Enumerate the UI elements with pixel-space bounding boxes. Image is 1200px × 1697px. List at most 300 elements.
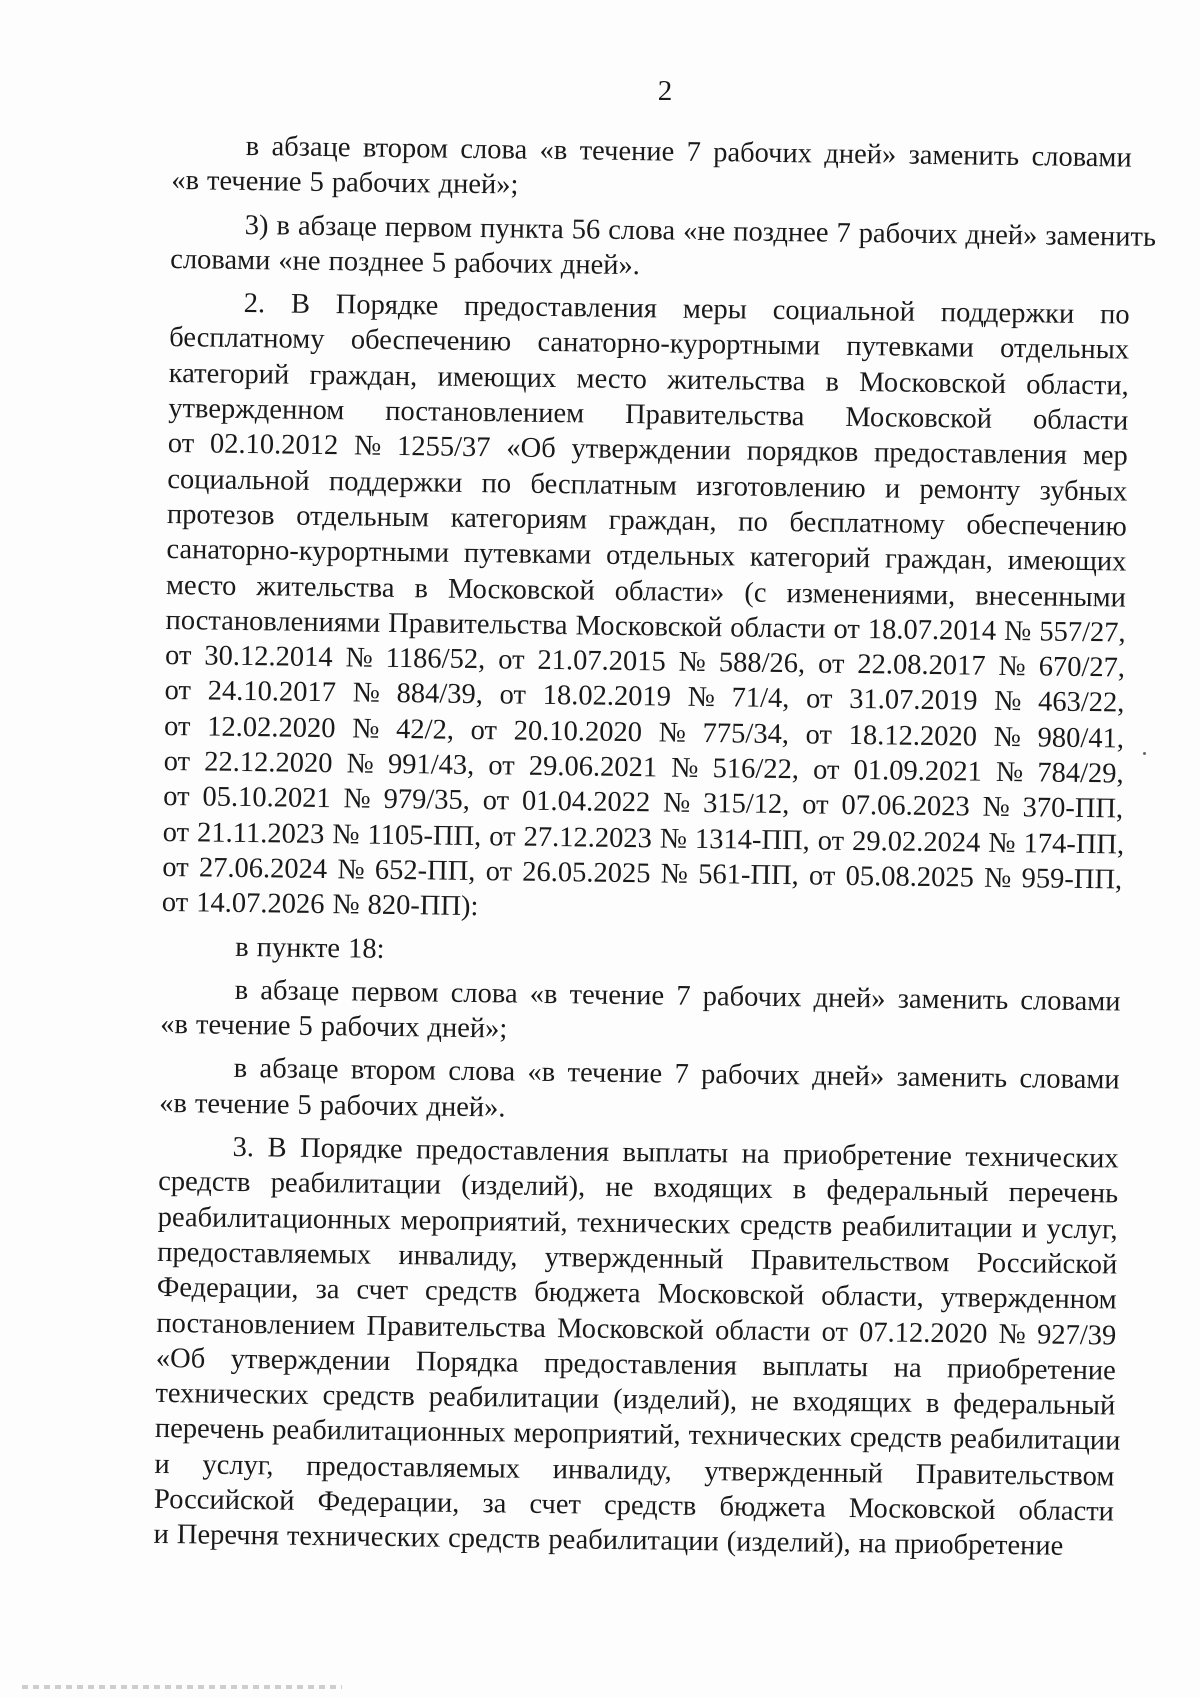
word: Порядке	[335, 289, 439, 322]
word: заменить	[896, 1061, 1008, 1095]
word: Московской	[447, 573, 595, 607]
word: 1105-ПП,	[367, 819, 482, 852]
word: первом	[384, 211, 473, 244]
word: граждан,	[884, 543, 994, 577]
word: «в	[527, 1057, 556, 1089]
word: 71/4,	[731, 682, 790, 715]
word: (изделий),	[726, 1526, 851, 1560]
word: №	[337, 854, 365, 886]
word: 07.06.2023	[841, 790, 970, 823]
word: 18:	[347, 932, 385, 965]
word: категорий	[168, 357, 290, 391]
word: 24.10.2017	[207, 675, 337, 709]
word: 979/35,	[383, 784, 471, 817]
word: реабилитации	[270, 1167, 442, 1201]
word: средств	[447, 1523, 541, 1556]
word: течение	[569, 979, 665, 1012]
word: словами	[1019, 1063, 1120, 1096]
word: отдельных	[999, 333, 1130, 367]
word: первом	[351, 976, 439, 1009]
word: №	[993, 721, 1022, 753]
word: №	[662, 787, 691, 820]
word: от	[833, 613, 861, 645]
word: 14.07.2026	[195, 887, 325, 921]
word: не	[605, 1172, 634, 1204]
word: постановлением	[384, 395, 585, 430]
word: области	[730, 612, 826, 645]
word: реабилитации	[841, 1210, 1013, 1244]
word: постановлениями	[165, 604, 381, 639]
word: 22.12.2020	[204, 746, 333, 780]
word: 959-ПП,	[1021, 863, 1123, 896]
word: граждан,	[608, 504, 717, 538]
word: 561-ПП,	[698, 858, 799, 892]
word: санаторно-курортными	[537, 327, 821, 362]
word: имеющих	[437, 361, 557, 394]
word: области»	[614, 575, 725, 608]
word: по	[1099, 299, 1130, 331]
word: Правительством	[750, 1244, 950, 1279]
word: №	[352, 713, 380, 745]
word: 670/27,	[1038, 651, 1126, 684]
paragraph	[159, 1050, 1120, 1133]
word: социальной	[772, 295, 916, 328]
word: бюджета	[534, 1277, 641, 1310]
word: №	[988, 827, 1016, 859]
word: №	[983, 862, 1012, 894]
word: «Об	[506, 432, 556, 465]
word: от	[482, 785, 510, 817]
word: по	[738, 506, 769, 538]
word: услуг,	[1046, 1213, 1118, 1246]
word: «в	[539, 134, 568, 167]
word: реабилитационных	[157, 1201, 392, 1236]
scan-footer-artifact	[22, 1685, 342, 1689]
word: жительства	[666, 364, 806, 398]
word: средств	[322, 1380, 416, 1413]
word: предоставления	[415, 1134, 610, 1168]
word: №	[346, 748, 375, 780]
word: №	[993, 686, 1022, 718]
word: 588/26,	[718, 647, 806, 680]
word: «в	[160, 1009, 189, 1041]
word: 7	[836, 217, 851, 249]
word: меры	[682, 293, 748, 326]
word: течение	[579, 135, 675, 168]
word: средств	[603, 1489, 697, 1522]
word: слова	[448, 1056, 516, 1088]
word: абзаце	[260, 975, 340, 1008]
word: от	[817, 648, 845, 681]
word: течение	[195, 1009, 291, 1042]
word: 1186/52,	[385, 643, 486, 676]
word: абзаце	[271, 131, 351, 164]
word: словами	[170, 243, 271, 277]
word: от	[163, 710, 191, 743]
word: Российской	[976, 1247, 1118, 1281]
word: 26.05.2025	[522, 856, 651, 890]
word: Московской	[859, 366, 1007, 400]
word: от	[805, 719, 833, 751]
word: словами	[1031, 141, 1132, 174]
word: рабочих	[700, 1059, 801, 1092]
word: в	[792, 1174, 807, 1206]
word: в	[276, 209, 291, 242]
word: рабочих	[320, 1011, 420, 1044]
word: рабочих	[702, 980, 802, 1014]
word: абзаце	[297, 210, 378, 243]
word: 01.04.2022	[521, 785, 651, 819]
word: 7	[676, 980, 691, 1012]
word: №	[352, 677, 381, 710]
word: порядков	[746, 435, 859, 469]
word: области,	[821, 1280, 924, 1314]
word: имеющих	[1007, 545, 1127, 578]
word: Московской	[556, 1312, 705, 1346]
word: и	[884, 473, 901, 505]
word: 980/41,	[1037, 722, 1125, 755]
word: приобретение	[946, 1353, 1117, 1387]
word: внесенными	[975, 580, 1127, 614]
word: приобретение	[782, 1139, 953, 1173]
word: Федерации,	[317, 1486, 460, 1519]
word: 652-ПП,	[374, 854, 476, 887]
word: №	[332, 818, 360, 851]
word: области	[714, 1314, 811, 1347]
word: предоставления	[873, 437, 1068, 472]
word: Порядке	[299, 1132, 403, 1166]
scan-mark	[1143, 752, 1146, 755]
paragraph	[160, 972, 1121, 1055]
word: слова	[460, 133, 528, 166]
word: на	[858, 1528, 887, 1560]
word: средств	[424, 1275, 518, 1308]
word: В	[267, 1132, 287, 1164]
word: социальной	[167, 463, 310, 497]
word: перечень	[154, 1413, 265, 1446]
word: бюджета	[719, 1491, 826, 1524]
word: инвалиду,	[552, 1453, 672, 1487]
word: 3.	[232, 1131, 255, 1164]
word: Московской	[845, 401, 993, 435]
word: дней»	[813, 982, 886, 1015]
word: слова	[450, 977, 518, 1010]
word: федеральный	[826, 1174, 989, 1209]
word: от	[805, 683, 833, 716]
word: выплаты	[762, 1350, 869, 1384]
word: 29.02.2024	[851, 825, 981, 859]
word: «в	[159, 1087, 188, 1119]
word: втором	[362, 132, 449, 165]
paragraph	[171, 128, 1132, 211]
word: бесплатным	[530, 468, 678, 502]
word: рабочих	[319, 1089, 419, 1123]
word: в	[234, 974, 249, 1006]
word: абзаце	[259, 1053, 339, 1086]
word: граждан,	[309, 359, 418, 393]
word: 516/22,	[712, 753, 800, 786]
word: технических	[688, 1420, 843, 1454]
word: путевками	[463, 538, 592, 571]
word: в	[825, 366, 840, 398]
word: от	[163, 781, 190, 813]
word: поддержки	[328, 465, 463, 499]
word: 05.10.2021	[202, 781, 331, 815]
word: предоставления	[463, 291, 658, 325]
word: №	[658, 717, 687, 749]
word: входящих	[653, 1172, 773, 1206]
word: втором	[350, 1054, 437, 1087]
word: (изделий),	[461, 1170, 586, 1203]
word: технических	[577, 1207, 731, 1241]
word: санаторно-курортными	[166, 534, 450, 569]
word: словами	[1020, 985, 1121, 1018]
word: утверждении	[571, 433, 732, 467]
word: дней»;	[438, 168, 519, 201]
word: области	[1018, 1495, 1115, 1528]
word: отдельным	[296, 500, 430, 534]
word: и	[154, 1448, 170, 1480]
word: 1255/37	[396, 431, 491, 464]
word: в	[414, 572, 429, 604]
word: по	[481, 467, 512, 500]
word: услуг,	[202, 1449, 274, 1482]
word: изготовлению	[695, 470, 866, 504]
word: 31.07.2019	[849, 684, 978, 718]
word: №	[1003, 615, 1032, 648]
word: позднее	[328, 245, 425, 279]
word: средств	[849, 1422, 943, 1455]
word: категорий	[749, 541, 871, 575]
word: на	[741, 1138, 770, 1170]
word: от	[161, 887, 189, 919]
word: №	[659, 823, 688, 855]
page-number: 2	[657, 75, 673, 107]
word: реабилитации	[548, 1524, 719, 1558]
word: области	[1032, 404, 1129, 437]
word: путевками	[846, 331, 975, 364]
word: от	[802, 789, 829, 821]
word: дней»	[965, 218, 1038, 251]
word: 05.08.2025	[845, 860, 975, 894]
word: 5	[297, 1089, 312, 1121]
word: утвержденном	[168, 393, 345, 427]
word: зубных	[1039, 475, 1128, 508]
word: дней»	[824, 138, 897, 171]
word: жительства	[256, 570, 395, 604]
word: реабилитационных	[272, 1414, 506, 1449]
word: №	[332, 889, 360, 921]
word: позднее	[733, 215, 829, 249]
word: 27.12.2023	[523, 821, 653, 854]
word: «Об	[155, 1342, 206, 1375]
word: постановлением	[156, 1307, 356, 1342]
word: бесплатному	[789, 507, 945, 541]
word: утвержденный	[704, 1455, 884, 1490]
word: 174-ПП,	[1023, 827, 1125, 861]
word: за	[315, 1274, 340, 1306]
word: пункта	[479, 212, 564, 245]
word: Российской	[153, 1483, 295, 1517]
word: от	[808, 860, 836, 892]
word: приобретение	[894, 1528, 1064, 1563]
word: предоставления	[543, 1347, 738, 1382]
paragraph	[170, 207, 1157, 290]
word: в	[235, 931, 249, 963]
word: Московской	[575, 610, 723, 644]
word: обеспечению	[350, 324, 512, 358]
word: дней»	[812, 1060, 885, 1093]
word: №	[343, 783, 371, 816]
word: 18.02.2019	[542, 680, 672, 714]
word: от	[489, 820, 516, 853]
word: от	[164, 675, 192, 707]
word: 42/2,	[395, 713, 455, 746]
word: заменить	[908, 139, 1020, 173]
word: Правительством	[915, 1458, 1115, 1493]
word: технических	[286, 1520, 441, 1554]
word: 21.11.2023	[196, 817, 325, 850]
word: от	[485, 856, 513, 888]
word: №	[353, 430, 382, 463]
word: «не	[682, 215, 726, 247]
word: мероприятий,	[513, 1417, 681, 1452]
word: 775/34,	[702, 717, 790, 750]
word: №	[982, 792, 1010, 824]
word: предоставляемых	[305, 1450, 521, 1485]
word: утвержденном	[940, 1282, 1117, 1316]
word: от	[497, 644, 525, 676]
word: 20.10.2020	[513, 715, 643, 748]
word: предоставляемых	[157, 1236, 372, 1271]
word: дней».	[560, 248, 641, 282]
word: заменить	[897, 983, 1009, 1016]
word: Московской	[657, 1278, 805, 1312]
word: «не	[278, 245, 321, 277]
word: Перечня	[176, 1519, 280, 1552]
paragraph	[153, 1129, 1121, 1565]
word: технических	[155, 1377, 309, 1411]
word: рабочих	[713, 137, 813, 170]
word: 02.10.2012	[209, 428, 339, 462]
word: от	[812, 754, 840, 786]
word: место	[576, 363, 648, 396]
word: 927/39	[1036, 1318, 1117, 1351]
word: №	[687, 682, 716, 714]
word: входящих	[792, 1386, 913, 1419]
word: от	[162, 816, 190, 848]
word: Порядка	[415, 1346, 519, 1379]
word: 29.06.2021	[528, 750, 658, 784]
word: на	[893, 1352, 922, 1384]
word: средств	[739, 1209, 833, 1242]
word: (с	[744, 577, 767, 609]
word: 1314-ПП,	[694, 823, 810, 857]
paragraph	[162, 285, 1130, 933]
word: №	[345, 642, 373, 674]
word: Правительства	[624, 399, 805, 433]
word: 5	[298, 1010, 313, 1043]
word: 27.06.2024	[198, 852, 328, 886]
word: от	[817, 825, 845, 857]
word: «в	[529, 978, 558, 1010]
word: пункте	[256, 931, 341, 964]
word: 784/29,	[1037, 757, 1124, 790]
word: не	[750, 1385, 780, 1418]
word: ремонту	[919, 473, 1021, 506]
word: 315/12,	[702, 788, 790, 821]
word: перечень	[1008, 1177, 1119, 1210]
word: рабочих	[858, 217, 958, 250]
word: 884/39,	[396, 678, 484, 711]
word: 463/22,	[1037, 686, 1125, 719]
word: в	[233, 1053, 248, 1085]
word: 370-ПП,	[1022, 792, 1124, 825]
word: области,	[1026, 368, 1129, 402]
word: В	[290, 288, 311, 321]
word: (изделий),	[612, 1383, 738, 1417]
word: счет	[529, 1488, 582, 1521]
word: технических	[965, 1141, 1119, 1175]
word: от	[162, 851, 189, 884]
word: от	[821, 1316, 849, 1348]
word: дней».	[426, 1091, 506, 1124]
word: рабочих	[453, 247, 554, 280]
word: 7	[674, 1059, 689, 1091]
word: от	[488, 750, 515, 782]
word: 2.	[243, 288, 266, 320]
word: №	[995, 756, 1024, 789]
word: №	[998, 1318, 1027, 1350]
word: протезов	[166, 498, 275, 532]
word: 22.08.2017	[857, 649, 986, 682]
word: слова	[608, 214, 676, 247]
word: и	[153, 1519, 170, 1551]
word: 56	[571, 213, 601, 246]
word: от	[163, 745, 191, 778]
word: счет	[356, 1274, 409, 1307]
word: место	[165, 569, 237, 602]
word: в	[245, 130, 260, 163]
word: за	[482, 1488, 507, 1520]
word: 5	[431, 247, 447, 279]
word: 07.12.2020	[858, 1316, 988, 1350]
word: 557/27,	[1039, 616, 1126, 649]
word: бесплатному	[169, 322, 325, 356]
word: течение	[567, 1057, 663, 1090]
word: реабилитации	[949, 1423, 1121, 1457]
word: «в	[171, 165, 200, 197]
word: изменениями,	[786, 577, 956, 611]
word: 12.02.2020	[207, 711, 336, 744]
word: обеспечению	[966, 509, 1128, 543]
word: 30.12.2014	[204, 640, 333, 674]
word: №	[660, 858, 689, 890]
word: мероприятий,	[400, 1204, 568, 1238]
word: 18.12.2020	[848, 719, 978, 753]
word: №	[998, 651, 1026, 683]
word: утверждении	[230, 1343, 391, 1377]
word: от	[470, 714, 498, 747]
word: №	[671, 752, 699, 784]
word: от	[167, 428, 195, 460]
word: 3)	[244, 209, 269, 241]
word: 991/43,	[387, 748, 475, 782]
word: заменить	[1045, 220, 1157, 253]
word: и	[1021, 1212, 1038, 1245]
word: 5	[309, 167, 325, 199]
document-body	[153, 128, 1157, 1565]
